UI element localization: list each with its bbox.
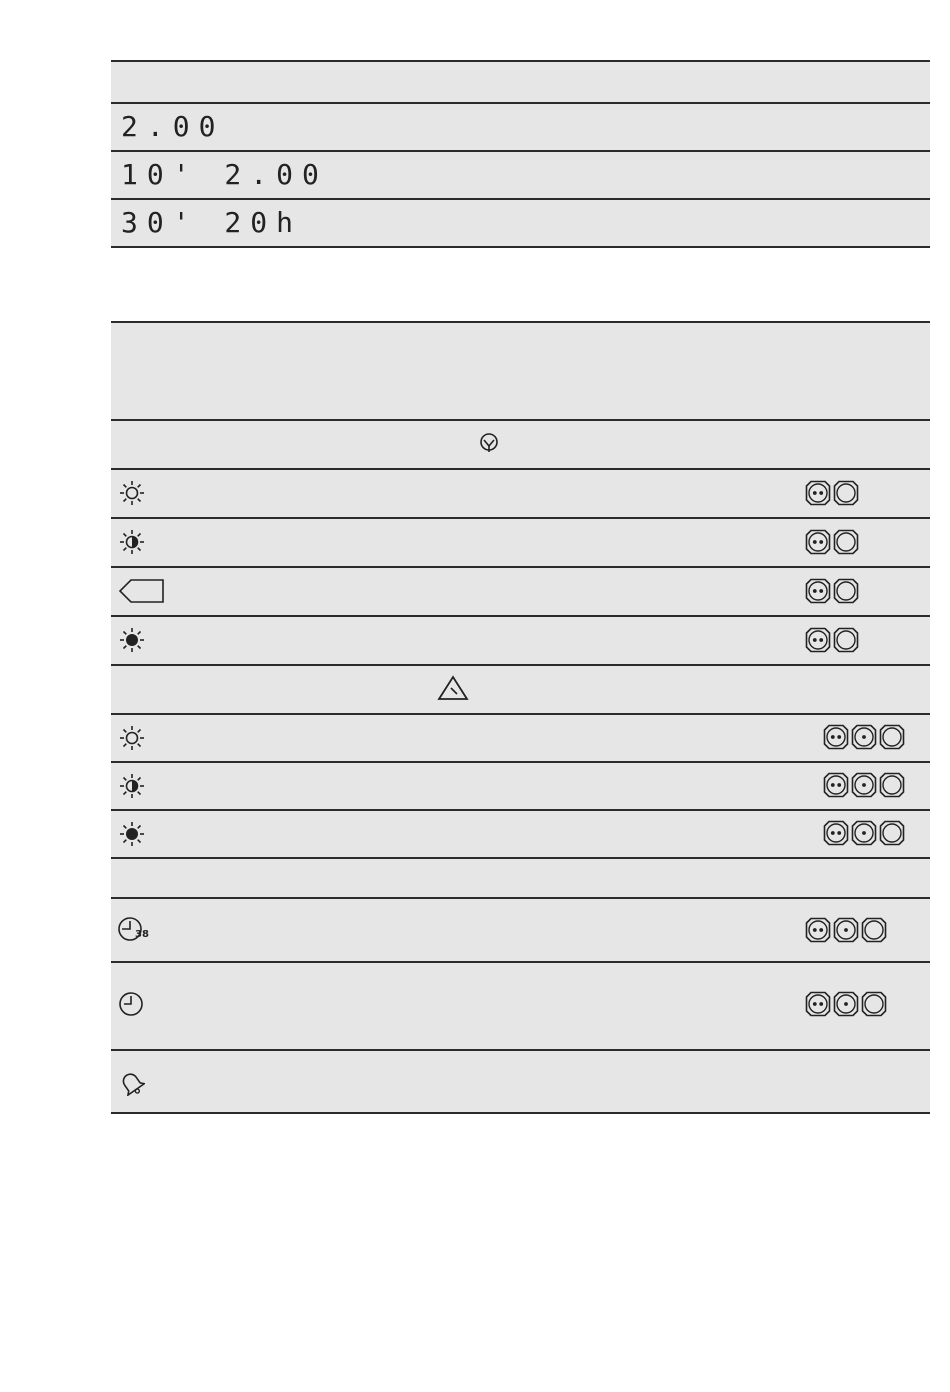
level-indicator <box>805 578 859 604</box>
level-box-icon <box>805 578 831 604</box>
section-row <box>111 664 930 713</box>
level-box-icon <box>879 820 905 846</box>
table-row <box>111 615 930 664</box>
display-readout-table <box>111 60 930 248</box>
clock-icon <box>117 990 145 1018</box>
level-box-icon <box>833 917 859 943</box>
level-indicator <box>805 627 859 653</box>
table-row <box>111 809 930 857</box>
level-indicator <box>823 820 905 846</box>
sun-filled-icon <box>119 821 145 847</box>
level-box-icon <box>879 772 905 798</box>
table-row <box>111 517 930 566</box>
table-header-row <box>111 62 930 102</box>
level-box-icon <box>805 627 831 653</box>
display-readout: 2.00 <box>121 110 225 143</box>
timer-38-icon <box>117 915 155 943</box>
level-box-icon <box>805 991 831 1017</box>
bell-icon <box>117 1068 145 1096</box>
leaf-icon <box>478 432 500 456</box>
table-row <box>111 761 930 809</box>
level-indicator <box>805 917 887 943</box>
sun-outline-icon <box>119 725 145 751</box>
sun-half-icon <box>119 529 145 555</box>
level-box-icon <box>851 724 877 750</box>
display-readout: 10' 2.00 <box>121 158 328 191</box>
table-row <box>111 1049 930 1112</box>
display-readout: 30' 20h <box>121 206 303 239</box>
level-box-icon <box>833 529 859 555</box>
level-box-icon <box>861 917 887 943</box>
sun-filled-icon <box>119 627 145 653</box>
level-box-icon <box>861 991 887 1017</box>
level-box-icon <box>833 480 859 506</box>
table-header-row <box>111 323 930 419</box>
level-box-icon <box>879 724 905 750</box>
table-row <box>111 961 930 1049</box>
level-box-icon <box>823 772 849 798</box>
triangle-warning-icon <box>437 674 469 702</box>
table-row <box>111 566 930 615</box>
settings-table <box>111 321 930 1114</box>
level-indicator <box>805 991 887 1017</box>
table-row <box>111 713 930 761</box>
svg-text:38: 38 <box>135 929 149 940</box>
section-row <box>111 857 930 897</box>
level-box-icon <box>823 724 849 750</box>
table-row <box>111 150 930 198</box>
level-box-icon <box>833 578 859 604</box>
sun-half-icon <box>119 773 145 799</box>
sun-outline-icon <box>119 480 145 506</box>
label-tag-icon <box>119 578 165 604</box>
table-row <box>111 102 930 150</box>
level-indicator <box>805 529 859 555</box>
level-indicator <box>823 772 905 798</box>
level-box-icon <box>823 820 849 846</box>
section-row <box>111 419 930 468</box>
level-box-icon <box>833 991 859 1017</box>
table-row <box>111 198 930 246</box>
level-box-icon <box>851 820 877 846</box>
level-box-icon <box>833 627 859 653</box>
table-row <box>111 897 930 961</box>
level-box-icon <box>805 917 831 943</box>
level-box-icon <box>805 480 831 506</box>
level-box-icon <box>851 772 877 798</box>
level-indicator <box>805 480 859 506</box>
table-row <box>111 468 930 517</box>
level-box-icon <box>805 529 831 555</box>
level-indicator <box>823 724 905 750</box>
